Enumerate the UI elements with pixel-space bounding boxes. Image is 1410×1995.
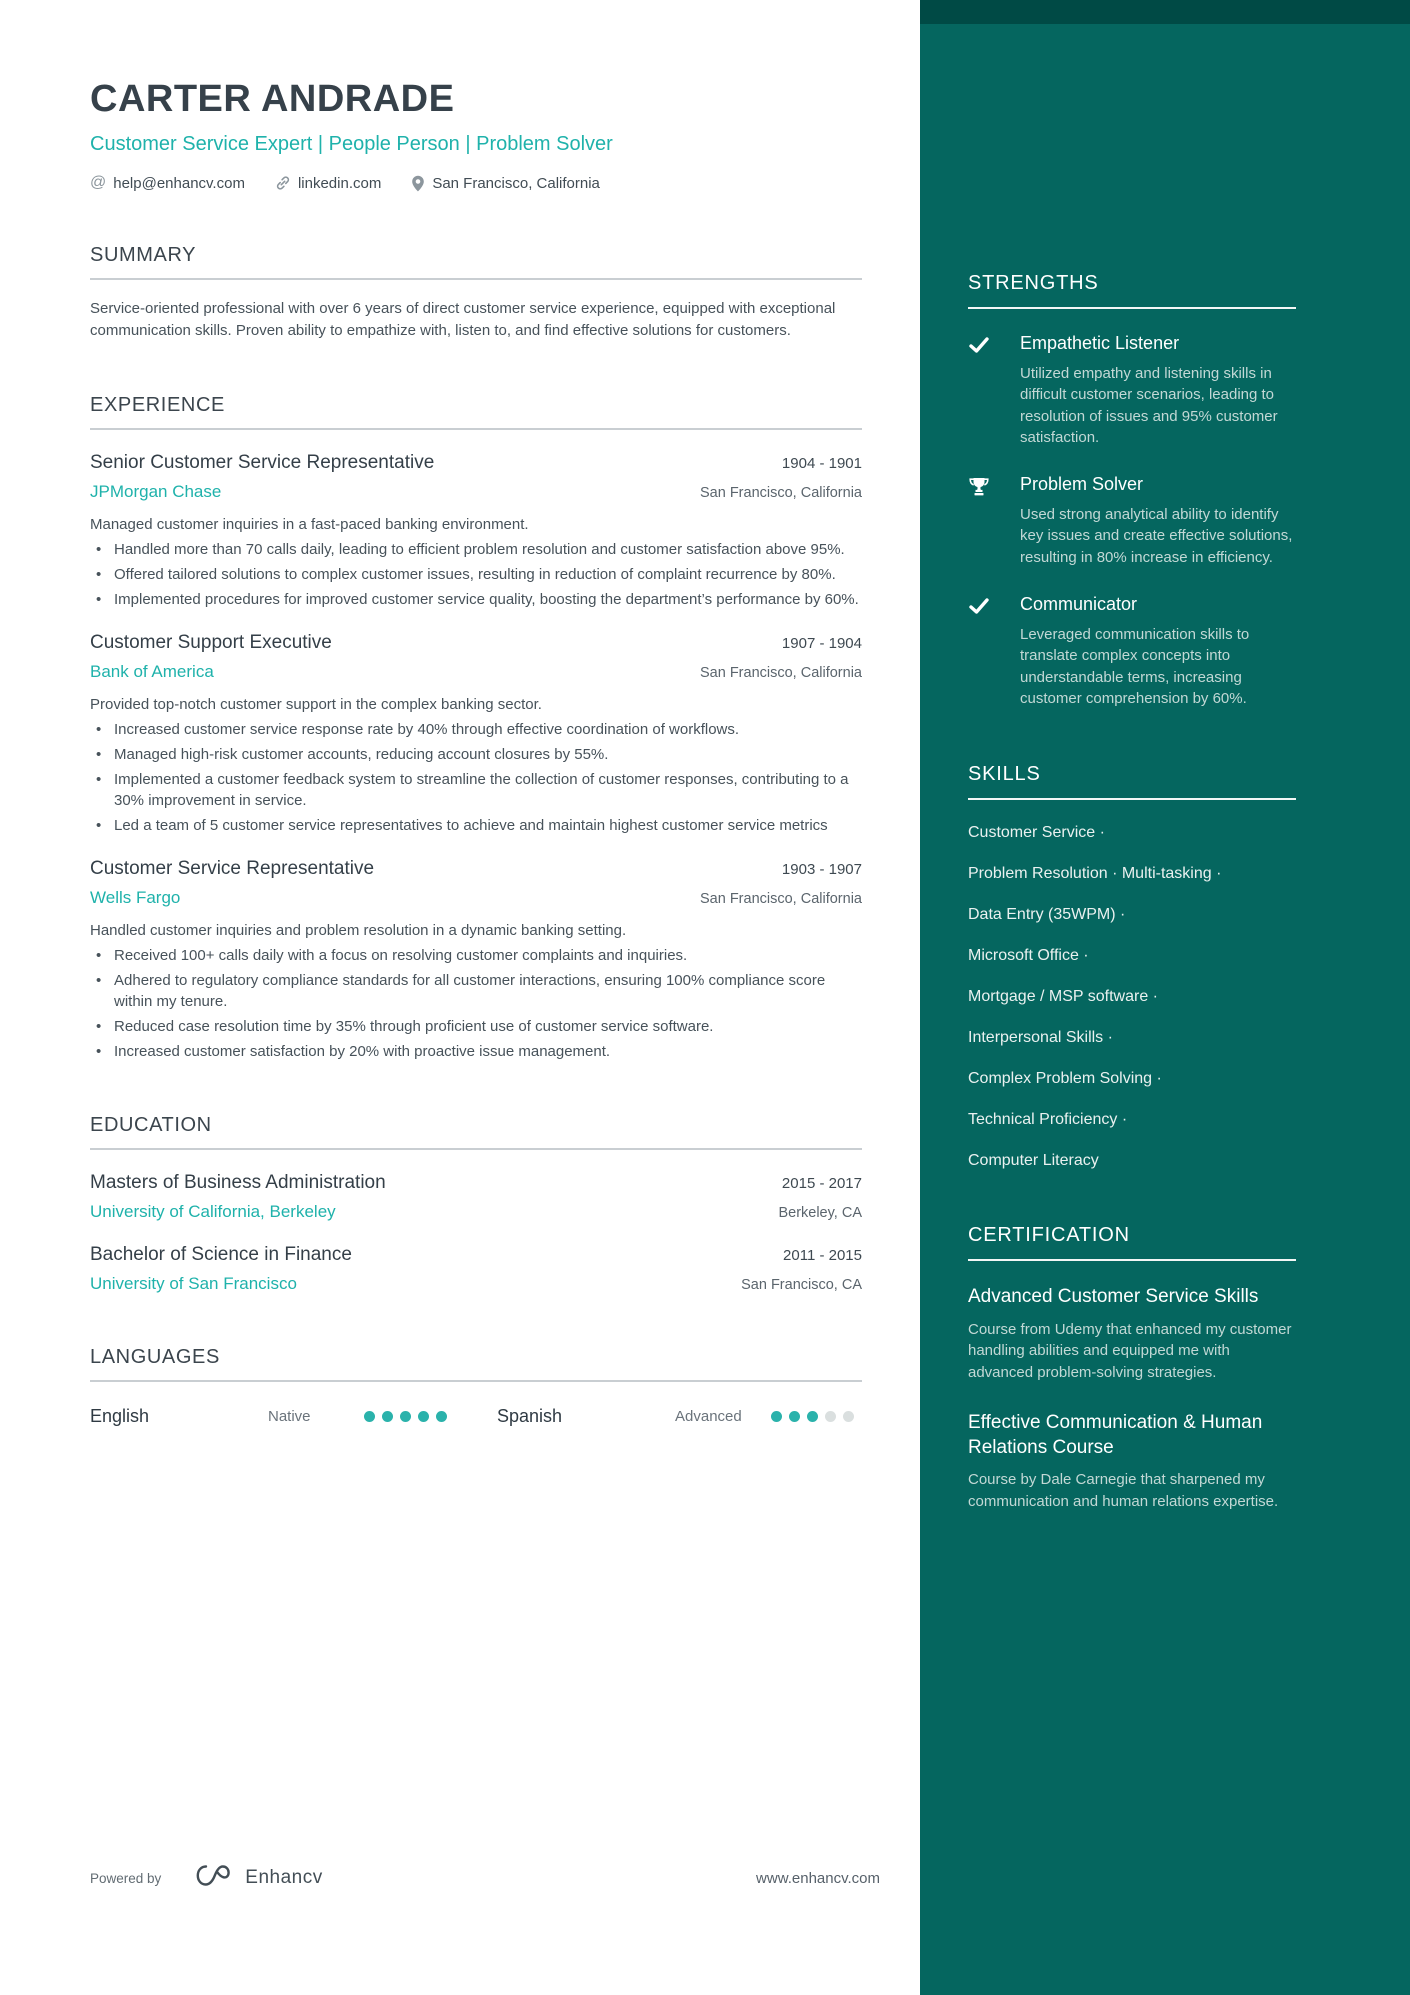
education-location: Berkeley, CA: [778, 1204, 862, 1221]
experience-heading: EXPERIENCE: [90, 393, 225, 416]
education-degree: Masters of Business Administration: [90, 1171, 386, 1193]
job-company[interactable]: JPMorgan Chase: [90, 481, 222, 501]
strength-body: [1020, 333, 1296, 448]
candidate-name: CARTER ANDRADE: [90, 78, 455, 120]
job-bullet-list: [90, 945, 862, 1062]
strength-body: [1020, 594, 1296, 709]
education-heading: EDUCATION: [90, 1113, 212, 1136]
job-company[interactable]: Wells Fargo: [90, 887, 181, 907]
language-dot: [789, 1411, 800, 1422]
contact-text: San Francisco, California: [432, 174, 600, 192]
education-school-row: [90, 1266, 862, 1294]
skills-divider: [968, 798, 1296, 800]
job-bullet: • Adhered to regulatory compliance standards for all customer interactions, ensuring 100% compliance score within my tenure.: [90, 970, 862, 1012]
strength-description: Leveraged communication skills to translate complex concepts into understandable terms, increasing customer comprehension by 60%.: [1020, 626, 1250, 707]
check-icon: [968, 333, 992, 448]
job-bullet: • Implemented procedures for improved customer service quality, boosting the department’s performance by 60%.: [90, 589, 862, 610]
strength-description: Used strong analytical ability to identify key issues and create effective solutions, resulting in 80% increase in efficiency.: [1020, 506, 1293, 566]
powered-by-label: Powered by: [90, 1870, 162, 1886]
job-bullet: • Increased customer service response rate by 40% through effective coordination of workflows.: [90, 719, 862, 740]
contact-item[interactable]: [275, 175, 381, 192]
language-dots: [364, 1411, 447, 1422]
main-column: [0, 0, 920, 1427]
strength-description: Utilized empathy and listening skills in difficult customer scenarios, leading to resolution of issues and 95% customer satisfaction.: [1020, 365, 1278, 446]
job-title-row: [90, 858, 862, 880]
education-entry: [90, 1244, 862, 1294]
job-location: San Francisco, California: [700, 890, 862, 907]
strengths-divider: [968, 307, 1296, 309]
strength-item: [968, 474, 1296, 568]
education-school[interactable]: University of California, Berkeley: [90, 1201, 336, 1221]
experience-section: [90, 394, 862, 1062]
job-company-row: [90, 880, 862, 908]
footer: [90, 1862, 323, 1894]
language-item: [90, 1406, 497, 1427]
language-dot: [364, 1411, 375, 1422]
check-icon: [968, 594, 992, 709]
skills-list: [968, 824, 1296, 1170]
language-dot: [771, 1411, 782, 1422]
languages-divider: [90, 1380, 862, 1382]
job-company-row: [90, 654, 862, 682]
education-dates: 2015 - 2017: [781, 1174, 862, 1192]
footer-url[interactable]: www.enhancv.com: [756, 1870, 880, 1887]
job-dates: 1907 - 1904: [781, 634, 862, 652]
certification-title: Advanced Customer Service Skills: [968, 1286, 1259, 1308]
contact-item: [411, 175, 600, 192]
job-title-row: [90, 452, 862, 474]
job-entry: [90, 858, 862, 1062]
link-icon: [275, 175, 291, 191]
education-dates: 2011 - 2015: [783, 1246, 862, 1264]
strength-body: [1020, 474, 1296, 568]
languages-row: [90, 1406, 862, 1427]
language-name: Spanish: [497, 1405, 563, 1426]
language-dot: [807, 1411, 818, 1422]
strengths-list: [968, 333, 1296, 709]
language-dot: [382, 1411, 393, 1422]
summary-section: [90, 244, 862, 342]
job-bullet: • Increased customer satisfaction by 20% with proactive issue management.: [90, 1041, 862, 1062]
experience-divider: [90, 428, 862, 430]
at-icon: @: [90, 174, 107, 191]
job-entry: [90, 452, 862, 610]
strengths-section: [968, 272, 1296, 709]
job-bullet-list: [90, 719, 862, 836]
education-degree: Bachelor of Science in Finance: [90, 1243, 352, 1265]
job-description: Handled customer inquiries and problem resolution in a dynamic banking setting.: [90, 921, 627, 939]
certification-description: Course by Dale Carnegie that sharpened my communication and human relations expertise.: [968, 1471, 1279, 1510]
education-degree-row: [90, 1172, 862, 1194]
strengths-heading: STRENGTHS: [968, 272, 1099, 294]
job-bullet: • Offered tailored solutions to complex customer issues, resulting in reduction of complaint recurrence by 80%.: [90, 564, 862, 585]
education-location: San Francisco, CA: [741, 1276, 862, 1293]
job-bullet: • Reduced case resolution time by 35% through proficient use of customer service software.: [90, 1016, 862, 1037]
language-level: Native: [268, 1407, 311, 1425]
summary-text: Service-oriented professional with over 6 years of direct customer service experience, equipped with exceptional communication skills. Proven ability to empathize with, listen to, and find effective solutions for customers.: [90, 300, 836, 339]
job-bullet: • Implemented a customer feedback system to streamline the collection of customer responses, contributing to a 30% improvement in service.: [90, 769, 862, 811]
education-degree-row: [90, 1244, 862, 1266]
job-company-row: [90, 474, 862, 502]
language-name: English: [90, 1405, 150, 1426]
skill-line: Problem Resolution · Multi-tasking ·: [968, 865, 1222, 883]
job-title-row: [90, 632, 862, 654]
skill-line: Interpersonal Skills ·: [968, 1029, 1113, 1047]
certification-entry: [968, 1411, 1296, 1512]
job-location: San Francisco, California: [700, 484, 862, 501]
contact-text: linkedin.com: [297, 174, 382, 192]
jobs-list: [90, 452, 862, 1062]
job-bullet-list: [90, 539, 862, 610]
job-description: Managed customer inquiries in a fast-paced banking environment.: [90, 515, 529, 533]
skill-line: Microsoft Office ·: [968, 947, 1089, 965]
job-entry: [90, 632, 862, 836]
education-list: [90, 1172, 862, 1294]
job-location: San Francisco, California: [700, 664, 862, 681]
strength-title: Communicator: [1020, 594, 1138, 615]
language-level: Advanced: [675, 1407, 742, 1425]
contact-text: help@enhancv.com: [113, 174, 245, 192]
enhancv-logo-icon: [193, 1862, 233, 1894]
certification-title: Effective Communication & Human Relations Course: [968, 1411, 1263, 1458]
language-dot: [400, 1411, 411, 1422]
summary-heading: SUMMARY: [90, 244, 197, 266]
job-title: Senior Customer Service Representative: [90, 451, 435, 473]
sidebar-top-strip: [920, 0, 1410, 24]
job-title: Customer Support Executive: [90, 631, 332, 653]
job-dates: 1903 - 1907: [781, 860, 862, 878]
skill-line: Mortgage / MSP software ·: [968, 988, 1158, 1006]
strength-item: [968, 594, 1296, 709]
job-title: Customer Service Representative: [90, 857, 375, 879]
certification-heading: CERTIFICATION: [968, 1224, 1130, 1247]
language-item: [497, 1406, 904, 1427]
education-entry: [90, 1172, 862, 1222]
language-dot: [436, 1411, 447, 1422]
languages-section: [90, 1346, 862, 1427]
education-school[interactable]: University of San Francisco: [90, 1273, 297, 1293]
job-company[interactable]: Bank of America: [90, 661, 214, 681]
sidebar: [920, 0, 1410, 1995]
certification-list: [968, 1285, 1296, 1512]
language-dot: [418, 1411, 429, 1422]
language-dot: [843, 1411, 854, 1422]
education-section: [90, 1114, 862, 1294]
summary-divider: [90, 278, 862, 280]
strength-title: Empathetic Listener: [1020, 333, 1180, 353]
skill-line: Data Entry (35WPM) ·: [968, 906, 1126, 924]
job-bullet: • Managed high-risk customer accounts, reducing account closures by 55%.: [90, 744, 862, 765]
trophy-icon: [968, 474, 992, 568]
languages-heading: LANGUAGES: [90, 1345, 220, 1368]
certification-description: Course from Udemy that enhanced my customer handling abilities and equipped me with advanced problem-solving strategies.: [968, 1320, 1292, 1381]
job-description: Provided top-notch customer support in the complex banking sector.: [90, 695, 542, 713]
contact-item[interactable]: [90, 174, 245, 192]
skills-section: [968, 763, 1296, 1170]
skill-line: Technical Proficiency ·: [968, 1111, 1128, 1129]
job-bullet: • Received 100+ calls daily with a focus on resolving customer complaints and inquiries.: [90, 945, 862, 966]
location-icon: [411, 175, 425, 192]
certification-divider: [968, 1259, 1296, 1261]
education-divider: [90, 1148, 862, 1150]
strength-title: Problem Solver: [1020, 474, 1144, 495]
skill-line: Complex Problem Solving ·: [968, 1070, 1162, 1088]
certification-section: [968, 1224, 1296, 1512]
job-dates: 1904 - 1901: [781, 454, 862, 472]
education-school-row: [90, 1194, 862, 1222]
skills-heading: SKILLS: [968, 763, 1041, 786]
job-bullet: • Handled more than 70 calls daily, leading to efficient problem resolution and customer satisfaction above 95%.: [90, 539, 862, 560]
contact-row: [90, 174, 862, 192]
certification-entry: [968, 1285, 1296, 1383]
job-bullet: • Led a team of 5 customer service representatives to achieve and maintain highest customer service metrics: [90, 815, 862, 836]
skill-line: Computer Literacy: [968, 1152, 1099, 1170]
language-dots: [771, 1411, 854, 1422]
strength-item: [968, 333, 1296, 448]
enhancv-wordmark: Enhancv: [245, 1867, 323, 1888]
candidate-headline: Customer Service Expert | People Person | Problem Solver: [90, 133, 613, 155]
skill-line: Customer Service ·: [968, 824, 1105, 842]
language-dot: [825, 1411, 836, 1422]
